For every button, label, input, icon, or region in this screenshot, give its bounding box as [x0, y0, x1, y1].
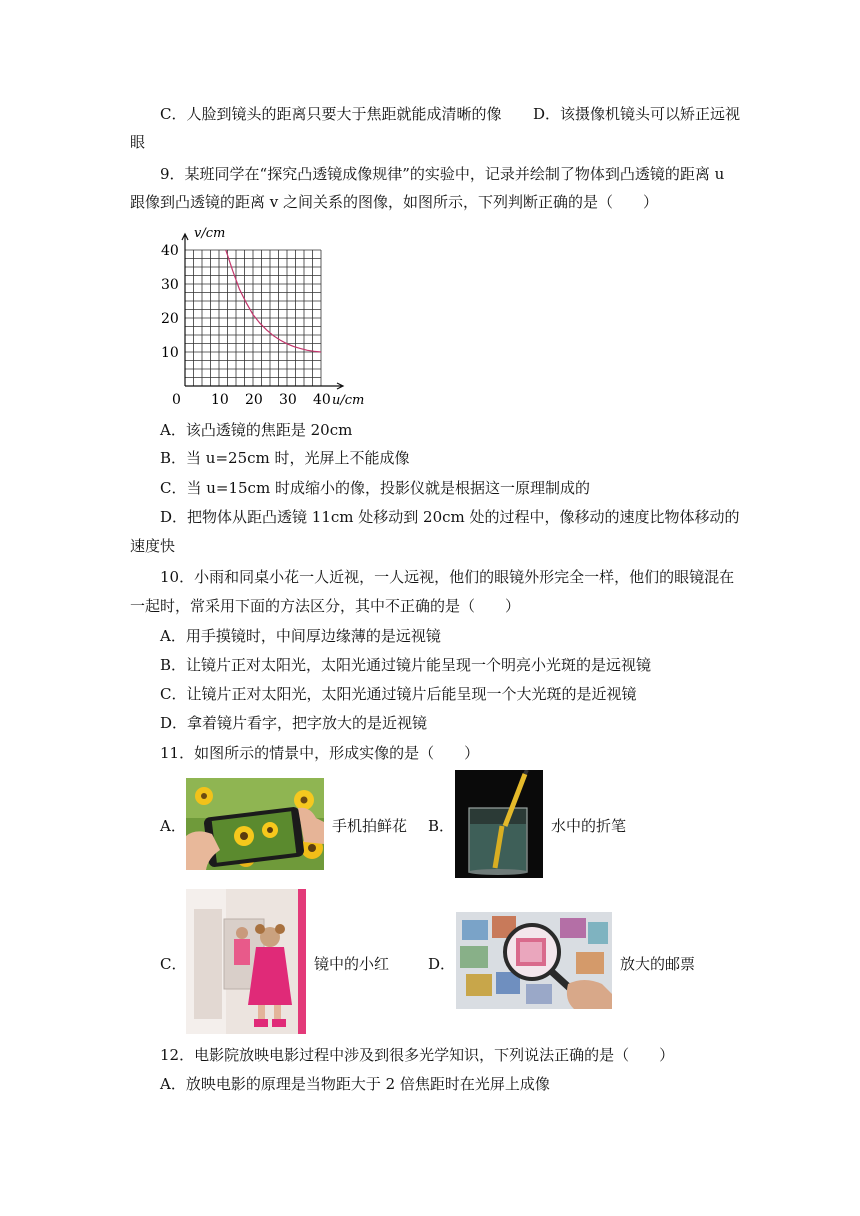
bent-pencil-image	[455, 770, 543, 878]
q11-option-d-letter: D．	[428, 955, 456, 973]
q10-option-b: B．让镜片正对太阳光，太阳光通过镜片能呈现一个明亮小光斑的是远视镜	[160, 656, 652, 674]
phone-flowers-image	[186, 778, 324, 870]
x-tick-label: 30	[279, 392, 297, 408]
q9-option-d-line2: 速度快	[130, 537, 176, 555]
x-tick-label: 10	[211, 392, 229, 408]
q9-option-c: C．当 u=15cm 时成缩小的像，投影仪就是根据这一原理制成的	[160, 479, 590, 497]
y-tick-label: 10	[161, 345, 179, 361]
q11-option-a-letter: A．	[160, 817, 186, 835]
girl-mirror-image	[186, 889, 306, 1034]
q11-stem: 11．如图所示的情景中，形成实像的是（ ）	[160, 744, 480, 762]
q9-stem-line2: 跟像到凸透镜的距离 v 之间关系的图像，如图所示，下列判断正确的是（ ）	[130, 193, 659, 211]
q10-option-d: D．拿着镜片看字，把字放大的是近视镜	[160, 714, 428, 732]
graph-ticks	[161, 243, 331, 408]
q9-stem-line1: 9．某班同学在“探究凸透镜成像规律”的实验中，记录并绘制了物体到凸透镜的距离 u	[160, 165, 725, 183]
q11-option-b-letter: B．	[428, 817, 455, 835]
q11-option-c-caption: 镜中的小红	[314, 955, 390, 973]
q10-stem-line2: 一起时，常采用下面的方法区分，其中不正确的是（ ）	[130, 597, 521, 615]
q8-option-d: D．该摄像机镜头可以矫正远视	[532, 105, 740, 123]
q10-option-a: A．用手摸镜时，中间厚边缘薄的是远视镜	[160, 627, 441, 645]
q11-option-a-caption: 手机拍鲜花	[332, 817, 408, 835]
magnified-stamps-image	[456, 912, 612, 1009]
q8-option-d-wrap: 眼	[130, 133, 146, 151]
graph-axes	[182, 234, 343, 389]
graph-grid	[185, 250, 321, 386]
q8-options-row	[160, 104, 770, 124]
q12-option-a: A．放映电影的原理是当物距大于 2 倍焦距时在光屏上成像	[160, 1075, 550, 1093]
q10-option-c: C．让镜片正对太阳光，太阳光通过镜片后能呈现一个大光斑的是近视镜	[160, 685, 637, 703]
y-tick-label: 20	[161, 311, 179, 327]
q9-option-d-line1: D．把物体从距凸透镜 11cm 处移动到 20cm 处的过程中，像移动的速度比物体移动的	[160, 508, 740, 526]
uv-graph	[160, 224, 370, 409]
y-axis	[182, 234, 188, 386]
q9-option-b: B．当 u=25cm 时，光屏上不能成像	[160, 449, 410, 467]
origin-label: 0	[172, 392, 181, 408]
y-tick-label: 40	[161, 243, 179, 259]
x-tick-label: 40	[313, 392, 331, 408]
q11-option-d-caption: 放大的邮票	[620, 955, 696, 973]
y-axis-label: v/cm	[194, 226, 226, 241]
x-axis	[185, 383, 343, 389]
x-tick-label: 20	[245, 392, 263, 408]
x-axis-label: u/cm	[332, 393, 365, 408]
q11-option-c-letter: C．	[160, 955, 187, 973]
q11-option-b-caption: 水中的折笔	[551, 817, 627, 835]
q9-option-a: A．该凸透镜的焦距是 20cm	[160, 421, 353, 439]
q8-option-c: C．人脸到镜头的距离只要大于焦距就能成清晰的像	[160, 105, 502, 123]
q10-stem-line1: 10．小雨和同桌小花一人近视，一人远视，他们的眼镜外形完全一样，他们的眼镜混在	[160, 568, 735, 586]
q12-stem: 12．电影院放映电影过程中涉及到很多光学知识，下列说法正确的是（ ）	[160, 1046, 675, 1064]
y-tick-label: 30	[161, 277, 179, 293]
